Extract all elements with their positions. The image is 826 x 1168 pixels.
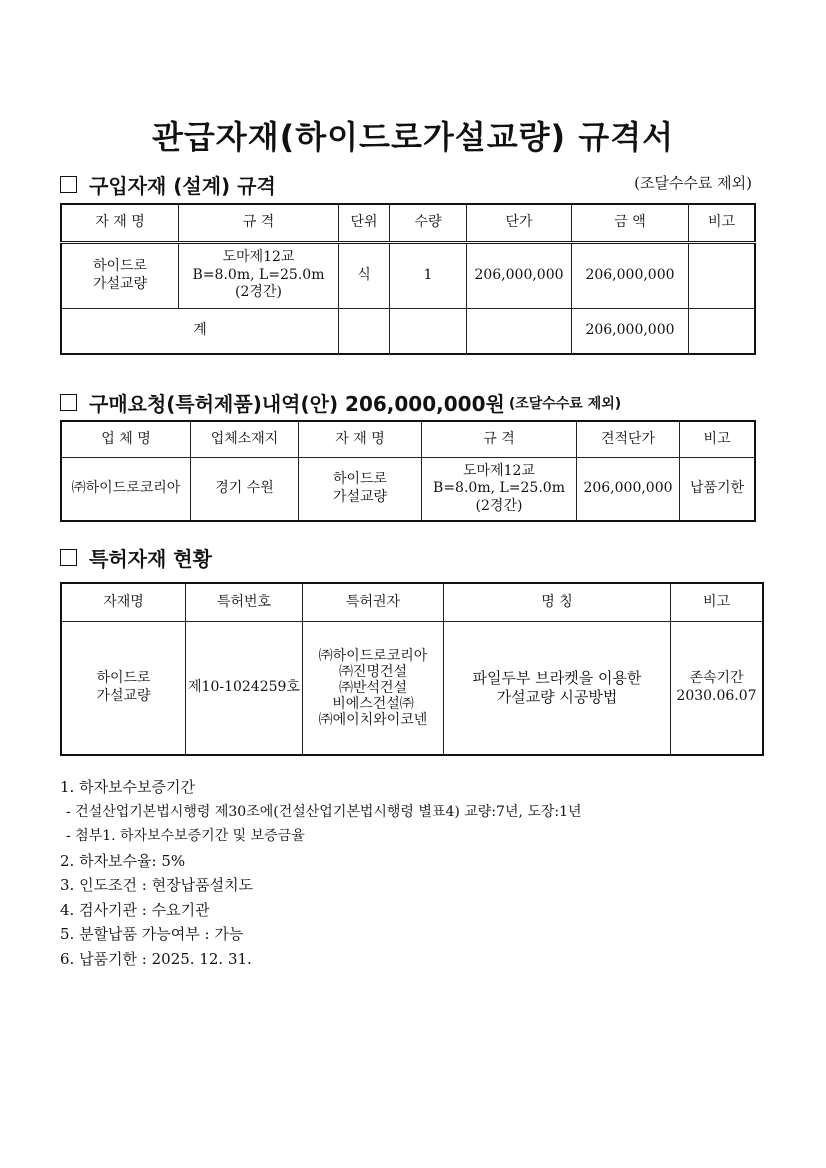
- design-spec-table: [60, 203, 756, 355]
- col-header: 단가: [467, 204, 572, 242]
- col-header: 비고: [689, 204, 756, 242]
- list-item: 2. 하자보수율: 5%: [60, 851, 186, 870]
- list-item: - 건설산업기본법시행령 제30조에(건설산업기본법시행령 별표4) 교량:7년, 도장:1년: [66, 803, 582, 820]
- table-row: [61, 457, 755, 521]
- remark-cell: 납품기한: [680, 457, 756, 521]
- document-title: 관급자재(하이드로가설교량) 규격서: [151, 118, 675, 156]
- list-item: 6. 납품기한 : 2025. 12. 31.: [60, 949, 252, 968]
- list-item: 1. 하자보수보증기간: [60, 778, 196, 796]
- qty-cell: 1: [390, 242, 467, 308]
- amount-cell: 206,000,000: [572, 242, 689, 308]
- col-header: 규 격: [179, 204, 339, 242]
- location-cell: 경기 수원: [191, 457, 299, 521]
- section1-heading: [60, 170, 276, 199]
- checkbox-square-icon: [60, 394, 77, 411]
- col-header: 명 칭: [444, 583, 671, 621]
- remark-cell: [689, 242, 756, 308]
- patent-holders: ㈜하이드로코리아 ㈜진명건설 ㈜반석건설 비에스건설㈜ ㈜에이치와이코넨: [303, 621, 444, 755]
- purchase-request-table: [60, 420, 756, 522]
- list-item: 3. 인도조건 : 현장납품설치도: [60, 876, 254, 894]
- spec-cell: 도마제12교 B=8.0m, L=25.0m (2경간): [179, 242, 339, 308]
- price-cell: 206,000,000: [467, 242, 572, 308]
- section3-heading: [60, 543, 212, 572]
- table-row: [61, 242, 755, 308]
- col-header: 특허권자: [303, 583, 444, 621]
- col-header: 특허번호: [186, 583, 303, 621]
- list-item: - 첨부1. 하자보수보증기간 및 보증금율: [66, 828, 305, 844]
- col-header: 비고: [680, 421, 756, 457]
- total-row: [61, 308, 755, 354]
- section2-heading-note: (조달수수료 제외): [508, 395, 622, 412]
- col-header: 규 격: [422, 421, 577, 457]
- section2-heading-text: 구매요청(특허제품)내역(안) 206,000,000원: [89, 392, 505, 416]
- section1-note: (조달수수료 제외): [634, 174, 752, 192]
- unit-cell: 식: [339, 242, 390, 308]
- col-header: 단위: [339, 204, 390, 242]
- patent-title: 파일두부 브라켓을 이용한 가설교량 시공방법: [444, 621, 671, 755]
- col-header: 금 액: [572, 204, 689, 242]
- col-header: 자 재 명: [61, 204, 179, 242]
- col-header: 업체소재지: [191, 421, 299, 457]
- checkbox-square-icon: [60, 549, 77, 566]
- patent-status-table: [60, 582, 764, 756]
- col-header: 자 재 명: [299, 421, 422, 457]
- col-header: 수량: [390, 204, 467, 242]
- total-amount: 206,000,000: [572, 308, 689, 354]
- col-header: 비고: [671, 583, 764, 621]
- table-row: [61, 621, 763, 755]
- patent-number: 제10-1024259호: [186, 621, 303, 755]
- list-item: 5. 분할납품 가능여부 : 가능: [60, 925, 244, 943]
- spec-cell: 도마제12교 B=8.0m, L=25.0m (2경간): [422, 457, 577, 521]
- notes-list: [60, 775, 582, 971]
- col-header: 자재명: [61, 583, 186, 621]
- material-name: 하이드로 가설교량: [61, 242, 179, 308]
- section2-heading: [60, 388, 621, 417]
- section1-heading-text: 구입자재 (설계) 규격: [89, 174, 276, 198]
- price-cell: 206,000,000: [577, 457, 680, 521]
- checkbox-square-icon: [60, 176, 77, 193]
- total-label: 계: [61, 308, 339, 354]
- material-name: 하이드로 가설교량: [61, 621, 186, 755]
- company-cell: ㈜하이드로코리아: [61, 457, 191, 521]
- material-name: 하이드로 가설교량: [299, 457, 422, 521]
- list-item: 4. 검사기관 : 수요기관: [60, 900, 210, 919]
- col-header: 견적단가: [577, 421, 680, 457]
- section3-heading-text: 특허자재 현황: [89, 547, 212, 571]
- col-header: 업 체 명: [61, 421, 191, 457]
- remark-cell: 존속기간 2030.06.07: [671, 621, 764, 755]
